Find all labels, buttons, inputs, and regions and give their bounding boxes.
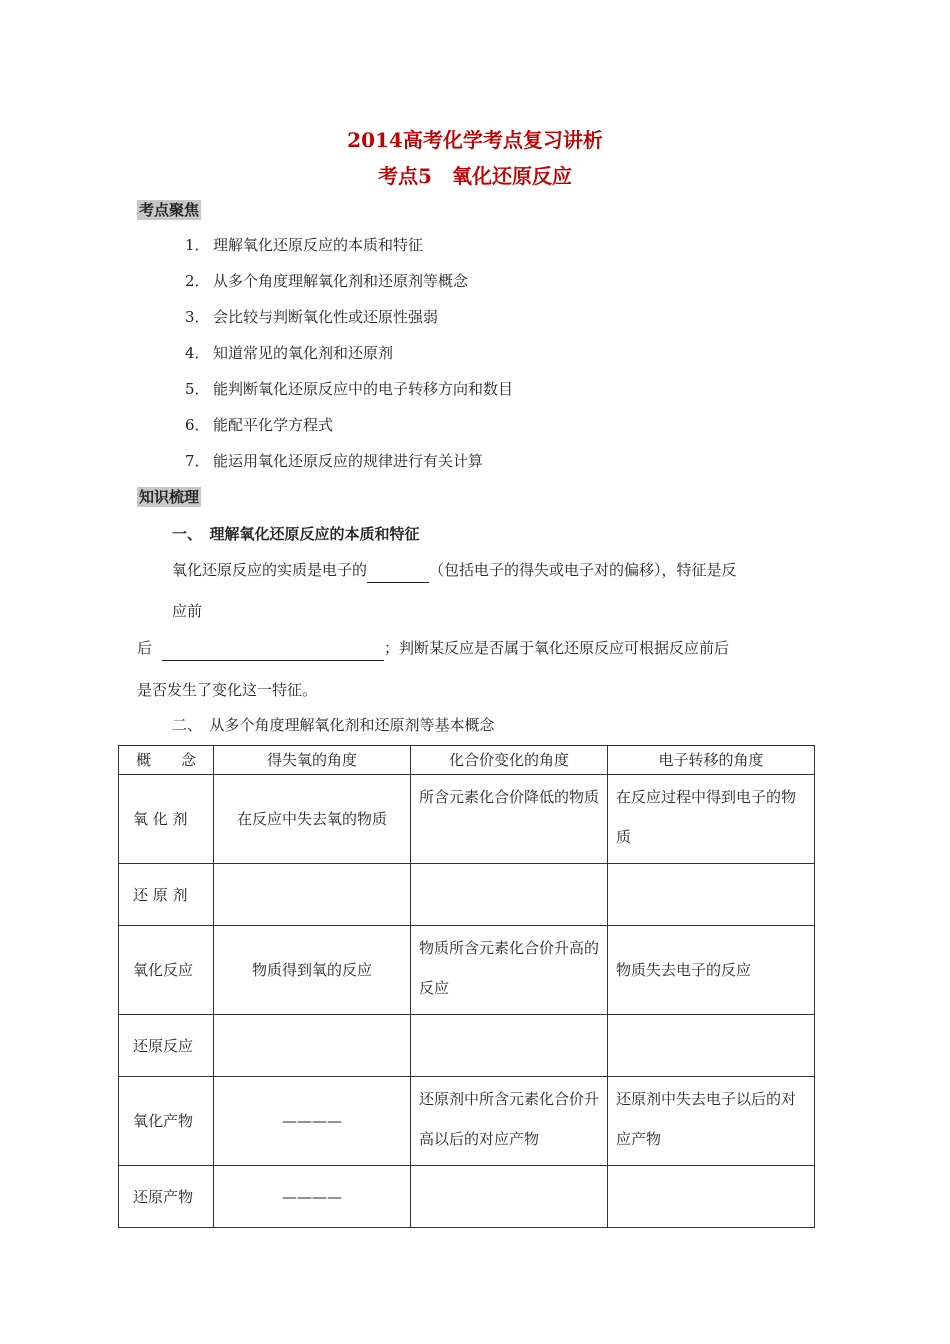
header-oxygen: 得失氧的角度 [214, 746, 411, 775]
list-item: 4． 知道常见的氧化剂和还原剂 [185, 344, 394, 362]
list-item: 6． 能配平化学方程式 [185, 416, 334, 434]
document-title: 2014高考化学考点复习讲析 [347, 128, 603, 152]
fill-blank[interactable] [367, 564, 429, 583]
list-item: 5． 能判断氧化还原反应中的电子转移方向和数目 [185, 380, 514, 398]
table-row: 还原反应 [119, 1015, 815, 1077]
header-electron: 电子转移的角度 [608, 746, 815, 775]
paragraph-line1: 氧化还原反应的实质是电子的 （包括电子的得失或电子对的偏移），特征是反 [172, 557, 822, 583]
table-row: 氧 化 剂 在反应中失去氧的物质 所含元素化合价降低的物质 在反应过程中得到电子的物质 [119, 775, 815, 864]
list-item: 7． 能运用氧化还原反应的规律进行有关计算 [185, 452, 484, 470]
table-row: 氧化反应 物质得到氧的反应 物质所含元素化合价升高的反应 物质失去电子的反应 [119, 926, 815, 1015]
header-concept: 概 念 [119, 746, 214, 775]
table-row: 还 原 剂 [119, 864, 815, 926]
header-valence: 化合价变化的角度 [411, 746, 608, 775]
list-item: 2． 从多个角度理解氧化剂和还原剂等概念 [185, 272, 469, 290]
list-item: 1． 理解氧化还原反应的本质和特征 [185, 236, 424, 254]
document-subtitle: 考点5 氧化还原反应 [378, 164, 572, 188]
table-header-row [119, 746, 815, 775]
focus-list [185, 230, 513, 482]
fill-blank[interactable] [162, 642, 384, 661]
section2-heading: 二、 从多个角度理解氧化剂和还原剂等基本概念 [172, 716, 495, 734]
table-row: 还原产物 ———— [119, 1166, 815, 1228]
paragraph-line3: 是否发生了变化这一特征。 [137, 681, 318, 699]
section-label-focus: 考点聚焦 [139, 201, 200, 219]
section1-heading: 一、 理解氧化还原反应的本质和特征 [172, 525, 420, 543]
concepts-table [118, 745, 815, 1228]
table-row: 氧化产物 ———— 还原剂中所含元素化合价升高以后的对应产物 还原剂中失去电子以后的对应产物 [119, 1077, 815, 1166]
paragraph-line1-cont: 应前 [172, 602, 203, 620]
paragraph-line2: 后 ；判断某反应是否属于氧化还原反应可根据反应前后 [137, 635, 817, 661]
list-item: 3． 会比较与判断氧化性或还原性强弱 [185, 308, 439, 326]
section-label-knowledge: 知识梳理 [139, 488, 200, 506]
